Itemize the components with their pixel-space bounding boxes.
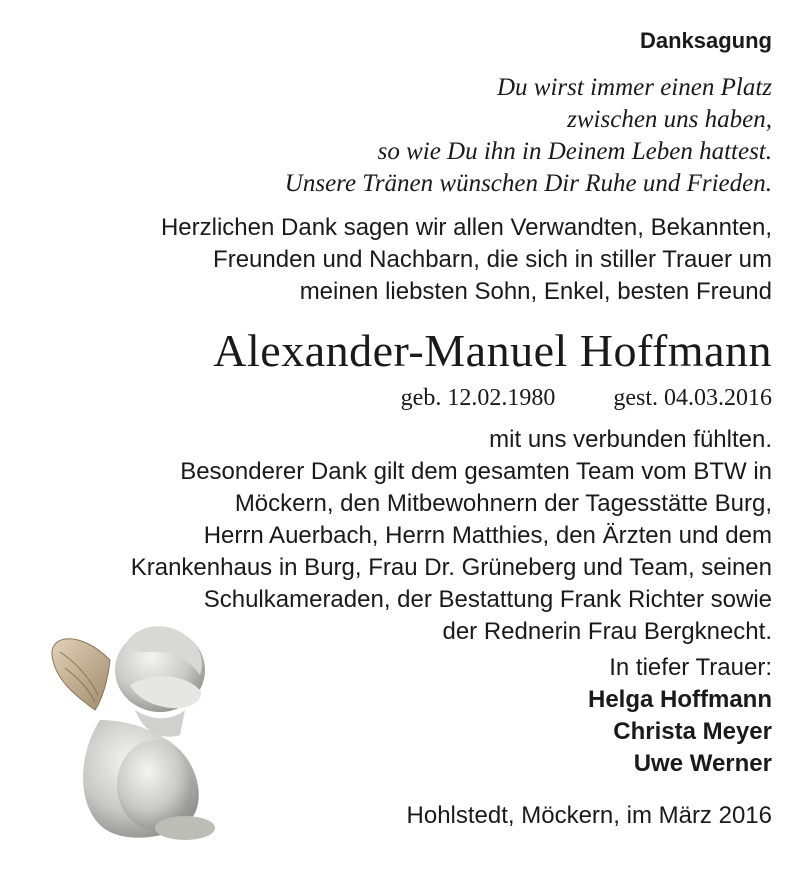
- mourner-name: Uwe Werner: [633, 750, 772, 777]
- birth-date: geb. 12.02.1980: [400, 385, 556, 411]
- mourners-lead: In tiefer Trauer:: [609, 654, 772, 681]
- mourners: [588, 652, 772, 780]
- intro-line: Freunden und Nachbarn, die sich in stiller Trauer um: [213, 246, 772, 273]
- mourner-name: Helga Hoffmann: [587, 686, 772, 713]
- poem-line: Du wirst immer einen Platz: [497, 74, 772, 101]
- intro-line: Herzlichen Dank sagen wir allen Verwandten, Bekannten,: [160, 214, 772, 241]
- thanks-line: Möckern, den Mitbewohnern der Tagesstätte Burg,: [234, 490, 772, 517]
- mourner-name: Christa Meyer: [613, 718, 772, 745]
- poem: [285, 72, 772, 200]
- thanks-line: mit uns verbunden fühlten.: [489, 426, 772, 453]
- deceased-name: Alexander-Manuel Hoffmann: [213, 325, 772, 376]
- place-date: Hohlstedt, Möckern, im März 2016: [406, 802, 772, 829]
- life-dates: [401, 385, 772, 412]
- heading: Danksagung: [639, 28, 772, 53]
- poem-line: Unsere Tränen wünschen Dir Ruhe und Frieden.: [284, 170, 772, 197]
- death-date: gest. 04.03.2016: [613, 385, 772, 411]
- intro-text: [161, 212, 772, 308]
- thanks-line: Besonderer Dank gilt dem gesamten Team vom BTW in: [180, 458, 772, 485]
- thanks-line: Krankenhaus in Burg, Frau Dr. Grüneberg und Team, seinen: [130, 554, 772, 581]
- poem-line: zwischen uns haben,: [567, 106, 772, 133]
- intro-line: meinen liebsten Sohn, Enkel, besten Freund: [299, 278, 772, 305]
- thanks-line: Schulkameraden, der Bestattung Frank Richter sowie: [203, 586, 772, 613]
- thanks-line: Herrn Auerbach, Herrn Matthies, den Ärzten und dem: [203, 522, 772, 549]
- thanks-line: der Rednerin Frau Bergknecht.: [442, 618, 772, 645]
- poem-line: so wie Du ihn in Deinem Leben hattest.: [377, 138, 772, 165]
- praying-angel-figure-icon: [40, 600, 240, 850]
